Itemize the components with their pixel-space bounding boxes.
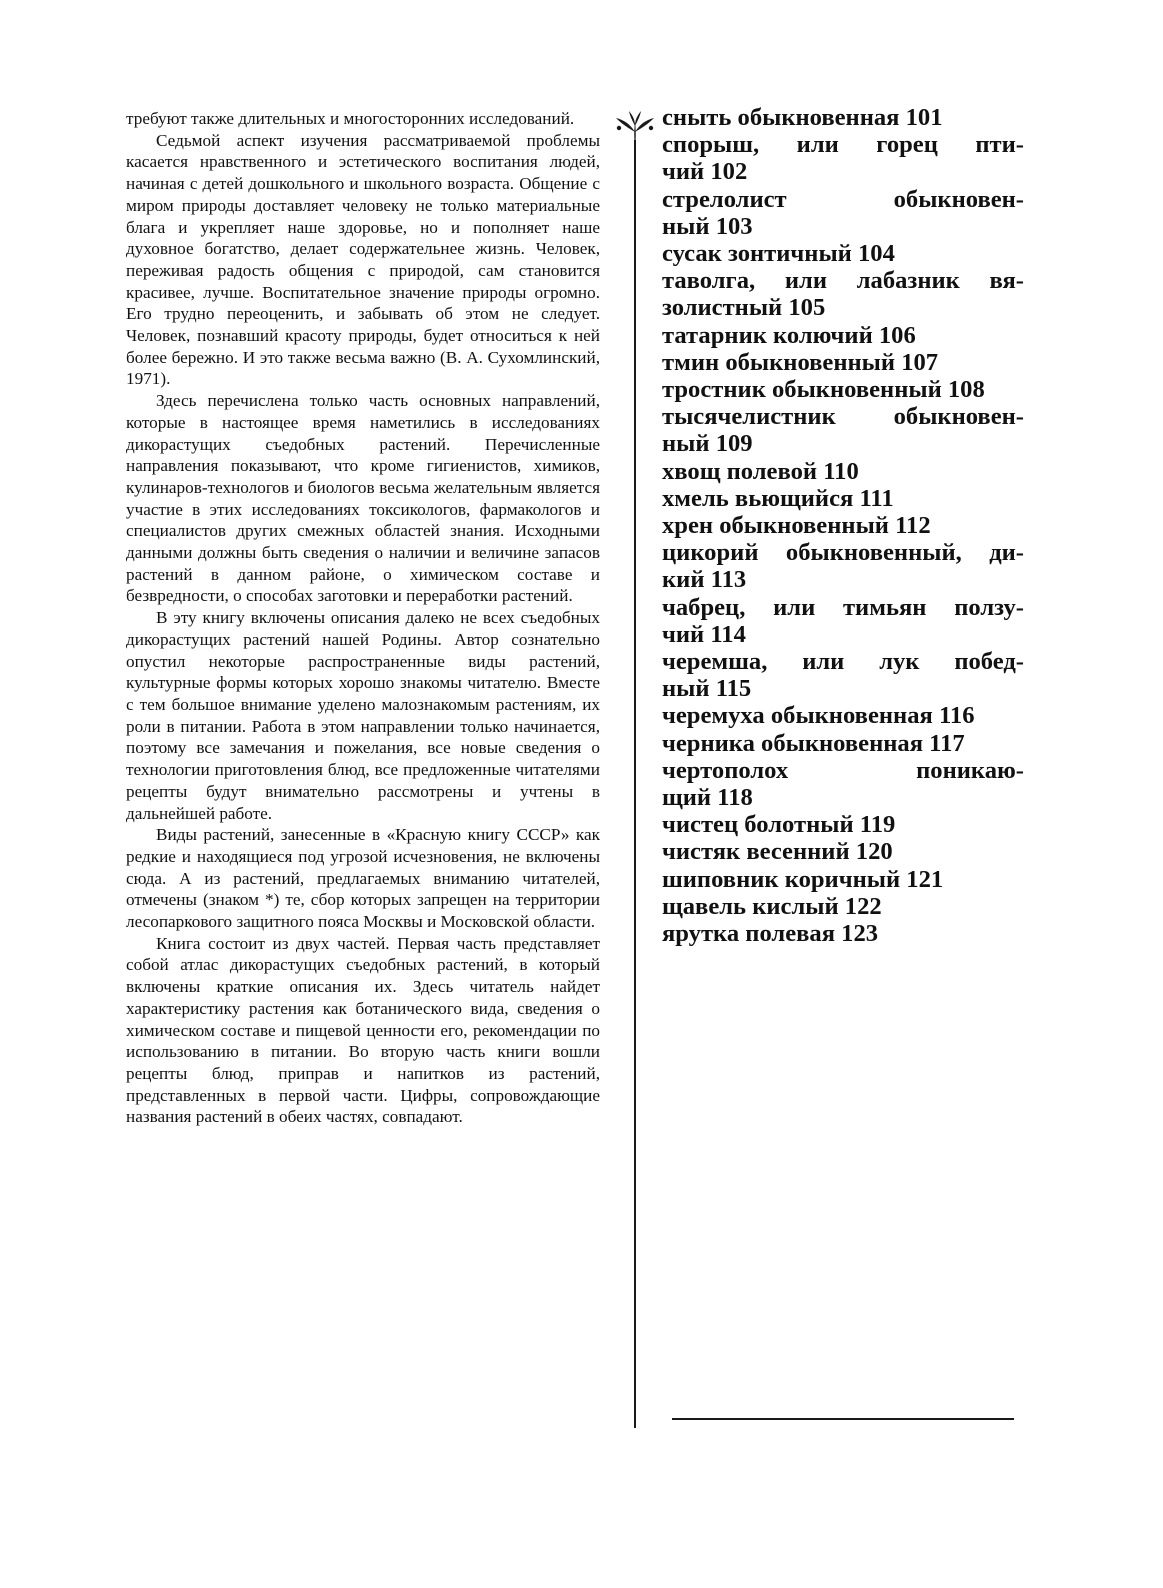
index-entry (662, 838, 1024, 865)
index-entry (662, 730, 1024, 757)
paragraph: требуют также длительных и многосторонних исследований. (126, 109, 575, 128)
index-entry-line: черемуха обыкновенная 116 (662, 702, 975, 730)
index-entry-line: чертополох поникаю- (662, 756, 1024, 784)
index-entry (662, 322, 1024, 349)
index-entry-line: хрен обыкновенный 112 (662, 512, 931, 540)
index-entry-line: щий 118 (662, 784, 753, 812)
index-entry (662, 594, 1024, 648)
index-entry-line: стрелолист обыкновен- (662, 185, 1024, 213)
index-entry-line: чабрец, или тимьян ползу- (662, 593, 1024, 621)
index-entry (662, 240, 1024, 267)
index-entry-line: ный 115 (662, 675, 752, 703)
index-entry (662, 757, 1024, 811)
index-entry (662, 131, 1024, 185)
index-entry-line: шиповник коричный 121 (662, 865, 944, 893)
index-entry (662, 104, 1024, 131)
paragraph: Седьмой аспект изучения рассматриваемой проблемы касается нравственного и эстетического воспитания людей, начиная с детей дошкольного и школьного возраста. Общение с миром природы доставляет человеку не только материальные блага и укрепляет наше здоровье, но и пополняет наше духовное богатство, делает содержательнее жизнь. Человек, переживая радость общения с природой, сам становится красивее, лучше. Воспитательное значение природы огромно. Его трудно переоценить, и забывать об этом не следует. Человек, познавший красоту природы, будет относиться к ней более бережно. И это также весьма важно (В. А. Сухомлинский, 1971). (126, 130, 600, 389)
index-entry-line: татарник колючий 106 (662, 321, 916, 349)
body-text-column (126, 108, 600, 1128)
index-entry-line: черника обыкновенная 117 (662, 729, 965, 757)
index-entry (662, 485, 1024, 512)
index-entry-line: тростник обыкновенный 108 (662, 376, 985, 404)
index-entry-line: ный 103 (662, 212, 753, 240)
column-divider (634, 140, 636, 1428)
paragraph: В эту книгу включены описания далеко не всех съедобных дикорастущих растений нашей Родины. Автор сознательно опустил некоторые распространенные виды растений, культурные формы которых хорошо знакомы читателю. Вместе с тем большое внимание уделено малознакомым растениям, их роли в питании. Работа в этом направлении только начинается, поэтому все замечания и пожелания, все новые сведения о технологии приготовления блюд, все предложенные читателями рецепты будут внимательно рассмотрены и учтены в дальнейшей работе. (126, 608, 600, 823)
index-entry (662, 376, 1024, 403)
plant-index-list (662, 104, 1024, 947)
index-entry (662, 458, 1024, 485)
paragraph: Книга состоит из двух частей. Первая часть представляет собой атлас дикорастущих съедобных растений, в который включены краткие описания их. Здесь читатель найдет характеристику растения как ботанического вида, сведения о химическом составе и пищевой ценности его, рекомендации по использованию в питании. Во вторую часть книги вошли рецепты блюд, приправ и напитков из растений, представленных в первой части. Цифры, сопровождающие названия растений в обеих частях, совпадают. (126, 933, 600, 1127)
index-entry-line: хмель вьющийся 111 (662, 484, 894, 512)
index-entry-line: хвощ полевой 110 (662, 457, 859, 485)
index-entry-line: черемша, или лук побед- (662, 648, 1024, 676)
index-entry-line: цикорий обыкновенный, ди- (662, 539, 1024, 567)
index-entry-line: сусак зонтичный 104 (662, 240, 895, 268)
index-entry-line: золистный 105 (662, 294, 826, 322)
index-entry (662, 539, 1024, 593)
index-entry (662, 866, 1024, 893)
index-entry-line: сныть обыкновенная 101 (662, 104, 943, 131)
index-entry-line: чистяк весенний 120 (662, 838, 893, 866)
index-entry-line: кий 113 (662, 566, 747, 594)
index-entry-line: ный 109 (662, 430, 753, 458)
index-entry (662, 702, 1024, 729)
index-entry-line: чий 102 (662, 158, 748, 186)
index-entry-line: щавель кислый 122 (662, 892, 882, 920)
index-entry-line: чистец болотный 119 (662, 811, 896, 839)
index-entry-line: таволга, или лабазник вя- (662, 267, 1024, 295)
index-entry-line: спорыш, или горец пти- (662, 131, 1024, 159)
index-entry (662, 349, 1024, 376)
index-entry (662, 267, 1024, 321)
index-entry (662, 811, 1024, 838)
index-entry-line: ярутка полевая 123 (662, 920, 879, 948)
index-entry-line: тмин обыкновенный 107 (662, 348, 939, 376)
paragraph: Здесь перечислена только часть основных направлений, которые в настоящее время наметились в исследованиях дикорастущих съедобных растений. Перечисленные направления показывают, что кроме гигиенистов, химиков, кулинаров-технологов и биологов весьма желательным является участие в этих исследованиях токсикологов, фармакологов и специалистов других смежных областей знания. Исходными данными должны быть сведения о наличии и величине запасов растений в данном районе, о химическом составе и безвредности, о способах заготовки и переработки растений. (126, 391, 600, 606)
index-entry (662, 648, 1024, 702)
paragraph: Виды растений, занесенные в «Красную книгу СССР» как редкие и находящиеся под угрозой исчезновения, не включены сюда. А из растений, предлагаемых вниманию читателей, отмечены (знаком *) те, сбор которых запрещен на территории лесопаркового защитного пояса Москвы и Московской области. (126, 825, 600, 932)
index-entry-line: тысячелистник обыкновен- (662, 403, 1024, 431)
index-entry (662, 512, 1024, 539)
index-entry-line: чий 114 (662, 620, 746, 648)
bottom-rule (672, 1418, 1014, 1420)
index-entry (662, 920, 1024, 947)
index-entry (662, 893, 1024, 920)
index-entry (662, 186, 1024, 240)
index-entry (662, 403, 1024, 457)
